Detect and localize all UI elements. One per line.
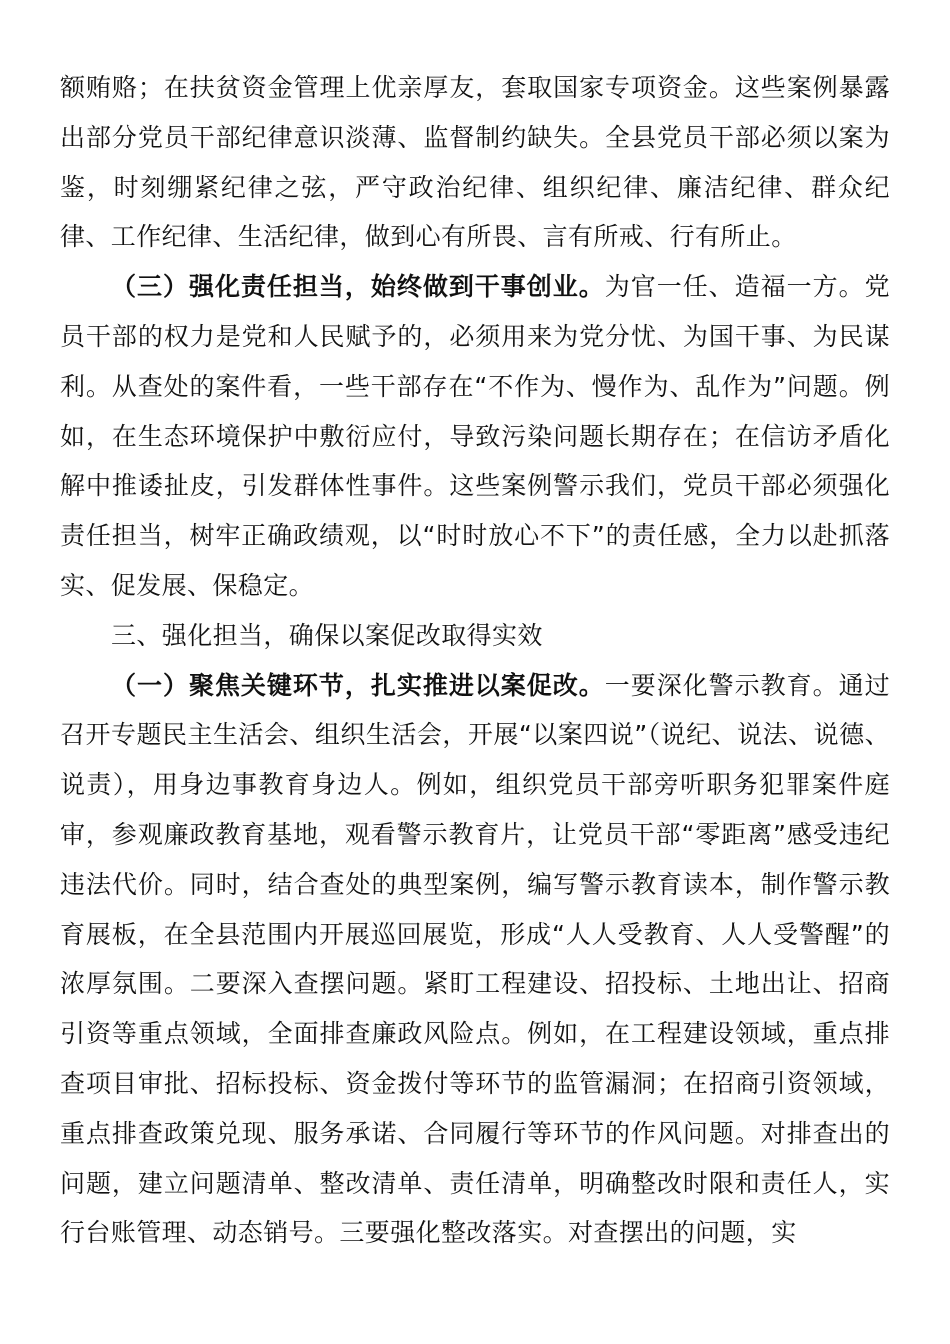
document-body xyxy=(60,63,890,1258)
subheading-responsibility: （三）强化责任担当，始终做到干事创业。 xyxy=(111,272,605,302)
paragraph-text: 一要深化警示教育。通过召开专题民主生活会、组织生活会，开展“以案四说”（说纪、说法、说德、说责），用身边事教育身边人。例如，组织党员干部旁听职务犯罪案件庭审，参观廉政教育基地，观看警示教育片，让党员干部“零距离”感受违纪违法代价。同时，结合查处的典型案例，编写警示教育读本，制作警示教育展板，在全县范围内开展巡回展览，形成“人人受教育、人人受警醒”的浓厚氛围。二要深入查摆问题。紧盯工程建设、招投标、土地出让、招商引资等重点领域，全面排查廉政风险点。例如，在工程建设领域，重点排查项目审批、招标投标、资金拨付等环节的监管漏洞；在招商引资领域，重点排查政策兑现、服务承诺、合同履行等环节的作风问题。对排查出的问题，建立问题清单、整改清单、责任清单，明确整改时限和责任人，实行台账管理、动态销号。三要强化整改落实。对查摆出的问题，实 xyxy=(60,670,890,1248)
section-heading-text: 三、强化担当，确保以案促改取得实效 xyxy=(111,620,543,650)
paragraph-text: 额贿赂；在扶贫资金管理上优亲厚友，套取国家专项资金。这些案例暴露出部分党员干部纪律意识淡薄、监督制约缺失。全县党员干部必须以案为鉴，时刻绷紧纪律之弦，严守政治纪律、组织纪律、廉洁纪律、群众纪律、工作纪律、生活纪律，做到心有所畏、言有所戒、行有所止。 xyxy=(60,73,890,252)
section-heading-three xyxy=(60,611,890,661)
subheading-key-links: （一）聚焦关键环节，扎实推进以案促改。 xyxy=(111,670,605,700)
paragraph-discipline-cases xyxy=(60,63,890,262)
paragraph-text: 为官一任、造福一方。党员干部的权力是党和人民赋予的，必须用来为党分忧、为国干事、为民谋利。从查处的案件看，一些干部存在“不作为、慢作为、乱作为”问题。例如，在生态环境保护中敷衍应付，导致污染问题长期存在；在信访矛盾化解中推诿扯皮，引发群体性事件。这些案例警示我们，党员干部必须强化责任担当，树牢正确政绩观，以“时时放心不下”的责任感，全力以赴抓落实、促发展、保稳定。 xyxy=(60,272,890,600)
paragraph-responsibility xyxy=(60,262,890,611)
paragraph-key-links xyxy=(60,661,890,1259)
